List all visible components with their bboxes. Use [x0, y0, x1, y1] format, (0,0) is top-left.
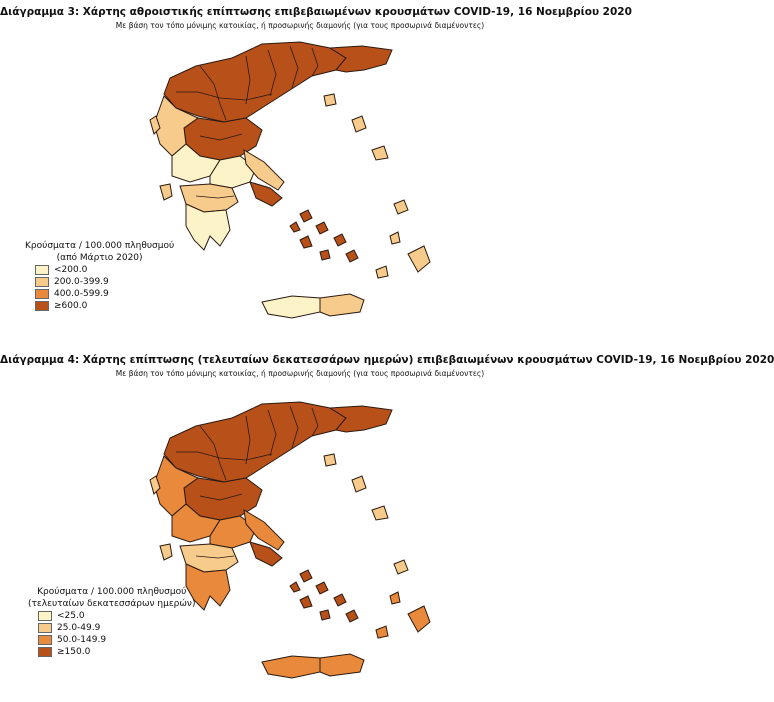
legend-label: 400.0-599.9	[54, 289, 109, 299]
region-dodecanese	[390, 592, 400, 604]
region-aegean-n	[394, 560, 408, 574]
region-north	[164, 402, 346, 482]
map-panel-14day	[0, 350, 774, 702]
legend-subtitle: (από Μάρτιο 2020)	[56, 253, 143, 263]
region-cyclades	[300, 596, 312, 608]
legend-title: Κρούσματα / 100.000 πληθυσμού	[25, 241, 175, 251]
region-cyclades	[334, 594, 346, 606]
region-aegean-n	[324, 94, 336, 106]
region-cyclades	[320, 250, 330, 260]
region-cyclades	[320, 610, 330, 620]
legend-item	[35, 264, 174, 276]
legend-item	[38, 622, 195, 634]
region-cyclades	[346, 250, 358, 262]
region-crete-e	[320, 294, 364, 316]
region-dodecanese	[408, 246, 430, 272]
legend-item	[38, 634, 195, 646]
legend-swatch	[38, 623, 52, 633]
region-cyclades	[290, 222, 300, 232]
legend-label: <25.0	[57, 611, 85, 621]
legend-title: Κρούσματα / 100.000 πληθυσμού	[37, 587, 187, 597]
region-aegean-n	[324, 454, 336, 466]
legend-swatch	[35, 265, 49, 275]
legend-label: ≥600.0	[54, 301, 88, 311]
legend-swatch	[38, 611, 52, 621]
map-legend	[28, 586, 195, 658]
region-ionian	[160, 184, 172, 200]
map-title: Διάγραμμα 3: Χάρτης αθροιστικής επίπτωσης επιβεβαιωμένων κρουσμάτων COVID-19, 16 Νοεμβρίου 2020	[0, 6, 632, 18]
map-title: Διάγραμμα 4: Χάρτης επίπτωσης (τελευταίων δεκατεσσάρων ημερών) επιβεβαιωμένων κρουσμάτων COVID-19, 16 Νοεμβρίου 2020	[0, 354, 774, 366]
region-cyclades	[316, 222, 328, 234]
legend-label: 25.0-49.9	[57, 623, 101, 633]
region-north	[164, 42, 346, 122]
map-panel-cumulative	[0, 0, 632, 348]
legend-swatch	[35, 301, 49, 311]
region-dodecanese	[390, 232, 400, 244]
map-subtitle: Με βάση τον τόπο μόνιμης κατοικίας, ή προσωρινής διαμονής (για τους προσωρινά διαμένοντες)	[115, 21, 485, 30]
legend-label: 50.0-149.9	[57, 635, 107, 645]
region-crete-e	[320, 654, 364, 676]
region-aegean-n	[372, 146, 388, 160]
region-cyclades	[346, 610, 358, 622]
region-ionian	[160, 544, 172, 560]
region-cyclades	[290, 582, 300, 592]
region-dodecanese	[408, 606, 430, 632]
legend-item	[35, 276, 174, 288]
region-crete-w	[262, 296, 320, 318]
region-aegean-n	[372, 506, 388, 520]
legend-swatch	[38, 647, 52, 657]
region-aegean-n	[394, 200, 408, 214]
legend-label: ≥150.0	[57, 647, 91, 657]
region-cyclades	[300, 236, 312, 248]
region-dodecanese	[376, 626, 388, 638]
region-crete-w	[262, 656, 320, 678]
map-legend	[25, 240, 174, 312]
region-cyclades	[300, 570, 312, 582]
legend-item	[38, 610, 195, 622]
region-cyclades	[316, 582, 328, 594]
region-aegean-n	[352, 116, 366, 132]
legend-subtitle: (τελευταίων δεκατεσσάρων ημερών)	[28, 599, 196, 609]
legend-swatch	[35, 277, 49, 287]
legend-swatch	[38, 635, 52, 645]
region-cyclades	[334, 234, 346, 246]
legend-swatch	[35, 289, 49, 299]
region-dodecanese	[376, 266, 388, 278]
legend-label: <200.0	[54, 265, 88, 275]
legend-label: 200.0-399.9	[54, 277, 109, 287]
legend-item	[35, 288, 174, 300]
region-aegean-n	[352, 476, 366, 492]
legend-item	[35, 300, 174, 312]
legend-item	[38, 646, 195, 658]
map-subtitle: Με βάση τον τόπο μόνιμης κατοικίας, ή προσωρινής διαμονής (για τους προσωρινά διαμένοντες)	[115, 369, 485, 378]
region-cyclades	[300, 210, 312, 222]
